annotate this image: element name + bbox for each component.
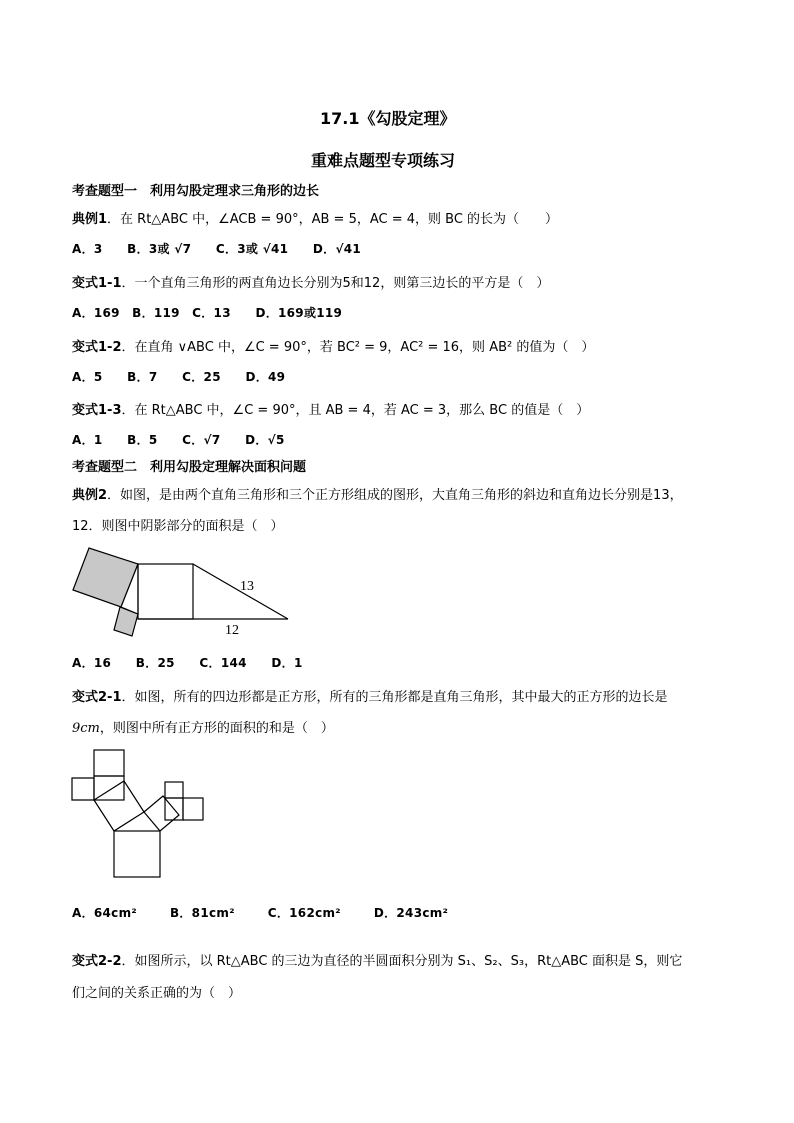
option-b: B．81cm²	[169, 906, 235, 920]
question-label: 变式2-2	[72, 954, 122, 969]
question-ex2	[72, 484, 683, 503]
section-heading-2: 考查题型二 利用勾股定理解决面积问题	[72, 460, 307, 475]
options-v1-2: A．5 B．7 C．25 D．49	[72, 370, 286, 384]
center-square	[138, 564, 193, 619]
question-text: ．如图，所有的四边形都是正方形，所有的三角形都是直角三角形，其中最大的正方形的边长是	[121, 690, 668, 705]
question-text: ．一个直角三角形的两直角边长分别为5和12，则第三边长的平方是（ ）	[121, 276, 550, 291]
options-v2-1	[72, 904, 448, 921]
question-text: ．在 Rt△ABC 中，∠ACB = 90°，AB = 5，AC = 4，则 BC 的长为（ ）	[107, 212, 559, 227]
question-label: 变式1-1	[72, 276, 122, 291]
page-subtitle: 重难点题型专项练习	[311, 151, 456, 170]
question-v1-1	[72, 272, 549, 291]
options-ex2: A．16 B．25 C．144 D．1	[72, 656, 303, 670]
question-label: 典例1	[72, 212, 108, 227]
square-left-mid	[94, 781, 144, 831]
question-text: ，则图中所有正方形的面积的和是（ ）	[99, 721, 334, 736]
question-label: 典例2	[72, 488, 108, 503]
math-9cm: 9cm	[72, 721, 100, 736]
small-square-right-a	[165, 782, 183, 798]
square-right-mid	[144, 796, 179, 831]
options-v1-1: A．169 B．119 C．13 D．169或119	[72, 306, 343, 320]
question-v1-3	[72, 399, 589, 418]
question-ex2-line2: 12．则图中阴影部分的面积是（ ）	[72, 519, 284, 534]
small-square-left-b	[94, 776, 124, 800]
options-ex1: A．3 B．3或 √7 C．3或 √41 D．√41	[72, 242, 362, 256]
question-v2-1	[72, 686, 668, 705]
small-square-left-a	[72, 778, 94, 800]
question-v2-1-line2	[72, 717, 334, 736]
question-label: 变式2-1	[72, 690, 122, 705]
square-bottom-large	[114, 831, 160, 877]
question-text: ．如图所示，以 Rt△ABC 的三边为直径的半圆面积分别为 S₁、S₂、S₃，Rt△ABC 面积是 S，则它	[121, 954, 683, 969]
question-text: ．在直角 ∨ABC 中，∠C = 90°，若 BC² = 9，AC² = 16，则 AB² 的值为（ ）	[121, 340, 595, 355]
small-square-left-top	[94, 750, 124, 776]
option-d: D．243cm²	[373, 906, 449, 920]
label-13: 13	[240, 579, 254, 594]
question-v2-2-line2: 们之间的关系正确的为（ ）	[72, 986, 242, 1001]
label-12: 12	[225, 623, 239, 638]
question-label: 变式1-2	[72, 340, 122, 355]
option-c: C．162cm²	[267, 906, 341, 920]
figure-pythagoras-tree	[70, 748, 210, 882]
question-ex1	[72, 208, 558, 227]
small-square-right-b	[183, 798, 203, 820]
page-title: 17.1《勾股定理》	[320, 109, 456, 128]
question-v1-2	[72, 336, 594, 355]
option-a: A．64cm²	[72, 906, 137, 920]
question-v2-2	[72, 950, 682, 969]
question-text: ．如图，是由两个直角三角形和三个正方形组成的图形，大直角三角形的斜边和直角边长分别是13，	[107, 488, 683, 503]
options-v1-3: A．1 B．5 C．√7 D．√5	[72, 433, 285, 447]
figure-triangle-squares	[70, 548, 300, 640]
question-text: ．在 Rt△ABC 中，∠C = 90°，且 AB = 4，若 AC = 3，那么 BC 的值是（ ）	[121, 403, 590, 418]
section-heading-1: 考查题型一 利用勾股定理求三角形的边长	[72, 184, 320, 199]
question-label: 变式1-3	[72, 403, 122, 418]
